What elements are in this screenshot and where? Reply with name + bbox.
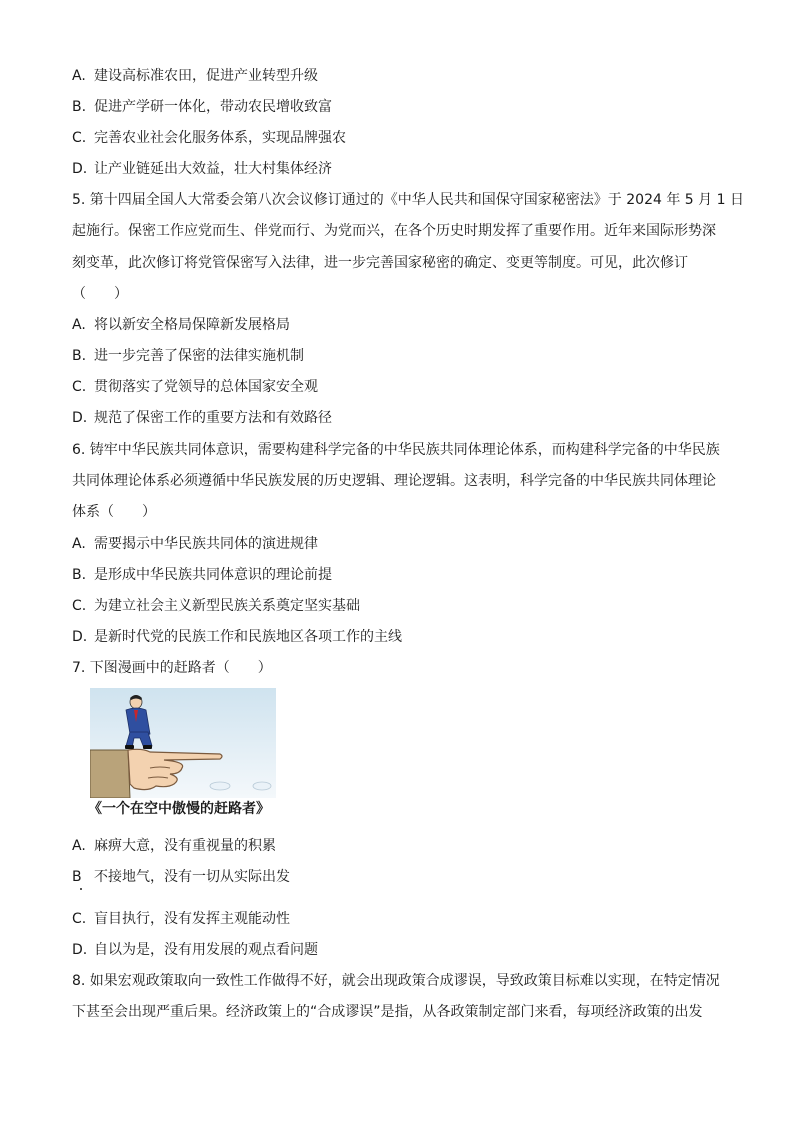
q6-option-b	[72, 565, 332, 585]
option-letter: C.	[72, 911, 87, 927]
comic-image	[90, 688, 276, 798]
q7-option-a	[72, 836, 276, 856]
q5-option-c	[72, 377, 318, 397]
option-letter: A.	[72, 536, 86, 552]
option-letter: B.	[72, 348, 87, 364]
q5-answer-blank: （ ）	[72, 286, 128, 302]
option-letter: B.	[72, 567, 87, 583]
option-text: 需要揭示中华民族共同体的演进规律	[94, 536, 318, 552]
option-text: 建设高标准农田，促进产业转型升级	[94, 68, 318, 84]
option-letter: D.	[72, 410, 88, 426]
q6-option-c	[72, 596, 360, 616]
q6-stem-line-1: 6. 铸牢中华民族共同体意识，需要构建科学完备的中华民族共同体理论体系，而构建科学完备的中华民族	[72, 442, 720, 458]
q7-stem-line-1: 7. 下图漫画中的赶路者（ ）	[72, 660, 272, 676]
q6-stem-line-2: 共同体理论体系必须遵循中华民族发展的历史逻辑、理论逻辑。这表明，科学完备的中华民族共同体理论	[72, 473, 716, 489]
option-letter: D.	[72, 942, 88, 958]
option-text: 盲目执行，没有发挥主观能动性	[94, 911, 290, 927]
option-text: 为建立社会主义新型民族关系奠定坚实基础	[94, 598, 360, 614]
option-text: 是形成中华民族共同体意识的理论前提	[94, 567, 332, 583]
q7-option-d	[72, 940, 318, 960]
option-text: 是新时代党的民族工作和民族地区各项工作的主线	[94, 629, 402, 645]
option-text: 不接地气，没有一切从实际出发	[94, 869, 290, 885]
q5-option-a	[72, 315, 290, 335]
q7-option-c	[72, 909, 290, 929]
q6-stem-line-3: 体系（ ）	[72, 504, 156, 520]
q5-stem-line-2: 起施行。保密工作应党而生、伴党而行、为党而兴，在各个历史时期发挥了重要作用。近年来国际形势深	[72, 223, 716, 239]
option-text: 自以为是，没有用发展的观点看问题	[94, 942, 318, 958]
option-text: 麻痹大意，没有重视量的积累	[94, 838, 276, 854]
q4-option-d	[72, 159, 332, 179]
comic-caption: 《一个在空中傲慢的赶路者》	[88, 801, 270, 817]
option-text: 贯彻落实了党领导的总体国家安全观	[94, 379, 318, 395]
q5-stem-line-1: 5. 第十四届全国人大常委会第八次会议修订通过的《中华人民共和国保守国家秘密法》于 2024 年 5 月 1 日	[72, 192, 744, 208]
option-text: 进一步完善了保密的法律实施机制	[94, 348, 304, 364]
option-letter: C.	[72, 130, 87, 146]
q4-option-b	[72, 97, 332, 117]
option-letter: A.	[72, 838, 86, 854]
option-letter: D.	[72, 629, 88, 645]
q5-stem-line-3: 刻变革，此次修订将党管保密写入法律，进一步完善国家秘密的确定、变更等制度。可见，此次修订	[72, 255, 688, 271]
q8-stem-line-2: 下甚至会出现严重后果。经济政策上的“合成谬误”是指，从各政策制定部门来看，每项经济政策的出发	[72, 1004, 703, 1020]
option-letter: A.	[72, 68, 86, 84]
option-letter: B.	[72, 99, 87, 115]
stray-dot	[80, 888, 82, 890]
q7-option-b	[72, 867, 290, 887]
option-text: 规范了保密工作的重要方法和有效路径	[94, 410, 332, 426]
option-text: 将以新安全格局保障新发展格局	[94, 317, 290, 333]
option-letter: C.	[72, 598, 87, 614]
q5-option-d	[72, 408, 332, 428]
option-letter: C.	[72, 379, 87, 395]
option-letter: D.	[72, 161, 88, 177]
option-letter: A.	[72, 317, 86, 333]
option-text: 完善农业社会化服务体系，实现品牌强农	[94, 130, 346, 146]
q6-option-d	[72, 627, 402, 647]
option-text: 让产业链延出大效益，壮大村集体经济	[94, 161, 332, 177]
q6-option-a	[72, 534, 318, 554]
option-letter: B	[72, 869, 82, 885]
q4-option-c	[72, 128, 346, 148]
option-text: 促进产学研一体化，带动农民增收致富	[94, 99, 332, 115]
q4-option-a	[72, 66, 318, 86]
q5-option-b	[72, 346, 304, 366]
q8-stem-line-1: 8. 如果宏观政策取向一致性工作做得不好，就会出现政策合成谬误，导致政策目标难以实现，在特定情况	[72, 973, 720, 989]
